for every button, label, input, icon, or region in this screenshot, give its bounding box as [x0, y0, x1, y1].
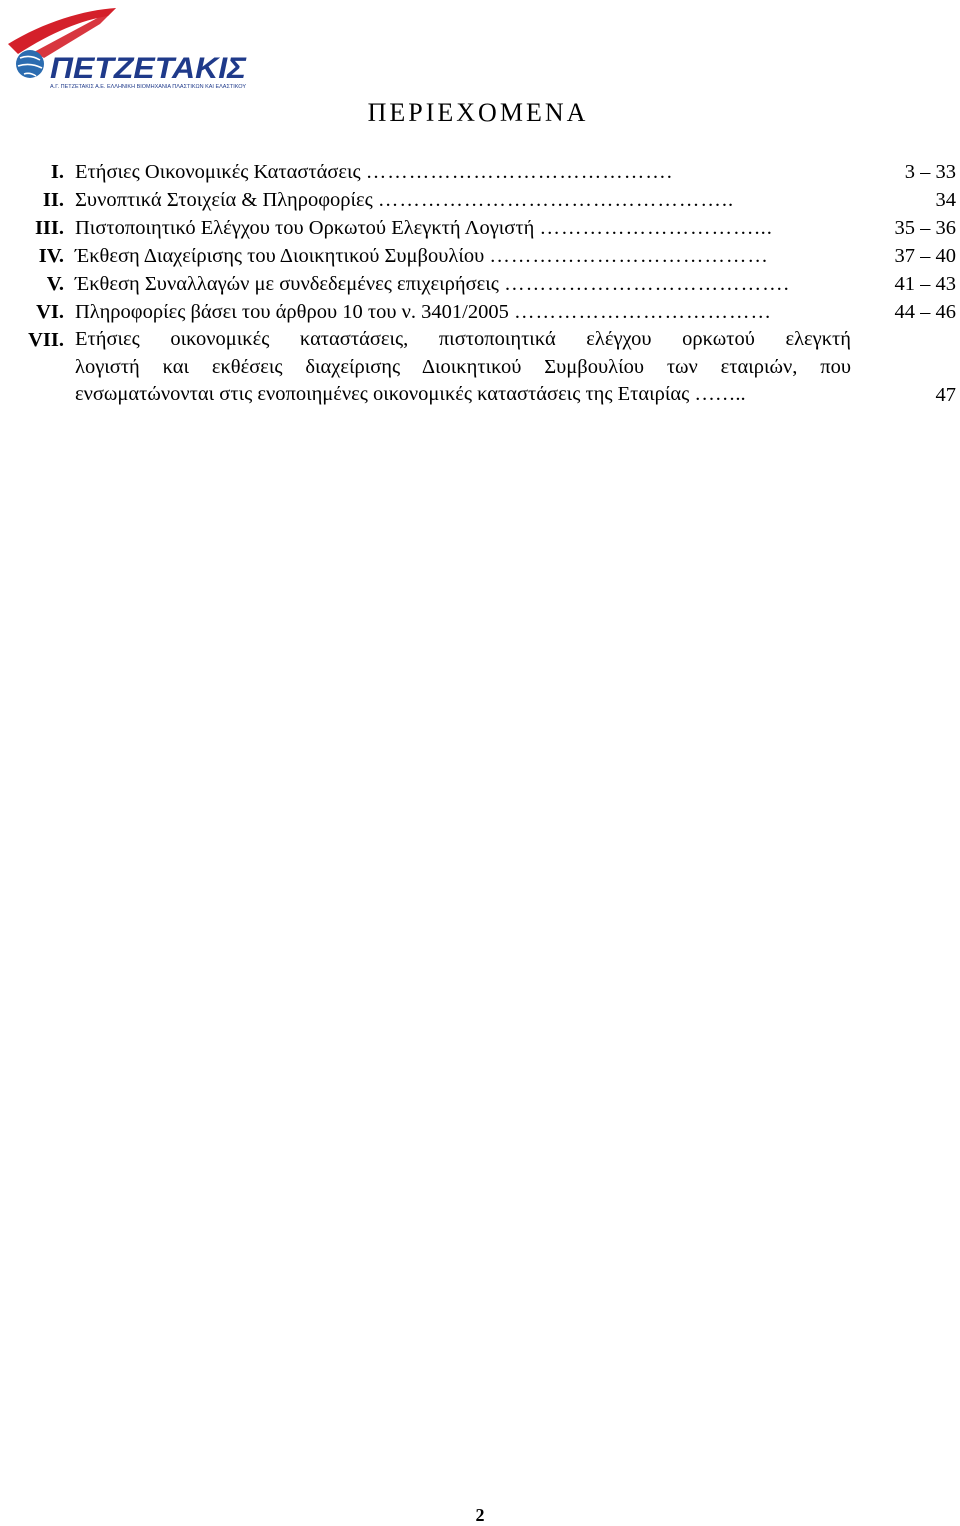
toc-pages: 35 – 36 — [894, 217, 956, 239]
toc-pages: 44 – 46 — [894, 301, 956, 323]
company-logo — [4, 2, 254, 92]
toc-pages: 3 – 33 — [904, 161, 956, 183]
toc-pages: 47 — [935, 384, 956, 406]
toc-row — [0, 214, 960, 242]
toc-row — [0, 298, 960, 326]
toc-entry-text: Έκθεση Συναλλαγών με συνδεδεμένες επιχειρήσεις …………………………………. — [75, 273, 790, 295]
toc-entry-text: Πιστοποιητικό Ελέγχου του Ορκωτού Ελεγκτή Λογιστή …………………………... — [75, 217, 773, 239]
toc-leader-dots: ……………………………… — [513, 301, 772, 323]
toc-entry-text: Ετήσιες οικονομικές καταστάσεις, πιστοποιητικά ελέγχου ορκωτού ελεγκτή λογιστή και εκθέσεις διαχείρισης Διοικητικού Συμβουλίου των εταιριών, που ενσωματώνονται στις ενοποιημένες οικονομικές καταστάσεις της Εταιρίας …….. — [75, 328, 851, 405]
page-number: 2 — [475, 1505, 485, 1525]
toc-entry-text: Έκθεση Διαχείρισης του Διοικητικού Συμβουλίου ………………………………… — [75, 245, 769, 267]
toc-entry-text: Ετήσιες Οικονομικές Καταστάσεις ……………………………………. — [75, 161, 673, 183]
table-of-contents — [0, 158, 960, 410]
toc-entry-text: Συνοπτικά Στοιχεία & Πληροφορίες ………………………………………….. — [75, 189, 735, 211]
toc-row — [0, 186, 960, 214]
toc-leader-dots: …….. — [694, 383, 746, 405]
toc-pages: 41 – 43 — [894, 273, 956, 295]
toc-leader-dots: …………………………... — [539, 217, 773, 239]
toc-row — [0, 326, 960, 410]
toc-number: VI. — [36, 301, 64, 323]
toc-number: IV. — [38, 245, 64, 267]
toc-entry-text: Πληροφορίες βάσει του άρθρου 10 του ν. 3401/2005 ……………………………… — [75, 301, 772, 323]
toc-number: II. — [42, 189, 64, 211]
logo-tagline: Α.Γ. ΠΕΤΖΕΤΑΚΙΣ Α.Ε. ΕΛΛΗΝΙΚΗ ΒΙΟΜΗΧΑΝΙΑ ΠΛΑΣΤΙΚΩΝ ΚΑΙ ΕΛΑΣΤΙΚΟΥ — [50, 84, 247, 90]
toc-number: VII. — [28, 329, 64, 351]
page-title: ΠΕΡΙΕΧΟΜΕΝΑ — [367, 98, 589, 127]
logo-brand-text: ΠΕΤΖΕΤΑΚΙΣ — [50, 52, 248, 85]
toc-leader-dots: ………………………………………….. — [377, 189, 735, 211]
toc-row — [0, 270, 960, 298]
toc-row — [0, 158, 960, 186]
toc-leader-dots: …………………………………. — [504, 273, 790, 295]
toc-row — [0, 242, 960, 270]
toc-leader-dots: ……………………………………. — [365, 161, 673, 183]
logo-swoosh — [8, 8, 116, 54]
logo-graphic — [4, 2, 254, 92]
toc-number: I. — [50, 161, 64, 183]
toc-pages: 37 – 40 — [894, 245, 956, 267]
toc-number: V. — [46, 273, 64, 295]
toc-leader-dots: ………………………………… — [489, 245, 769, 267]
toc-pages: 34 — [935, 189, 956, 211]
toc-number: III. — [34, 217, 64, 239]
